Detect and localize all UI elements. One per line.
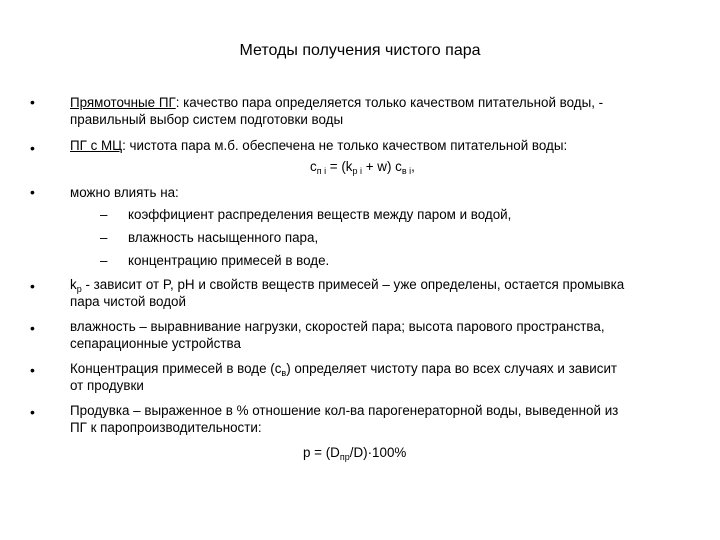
list-item-continuation: сепарационные устройства — [70, 336, 241, 351]
sub-item: влажность насыщенного пара, — [128, 230, 319, 245]
item-label-link[interactable]: Прямоточные ПГ — [70, 95, 176, 110]
list-item: влажность – выравнивание нагрузки, скоростей пара; высота парового пространства, — [70, 319, 605, 334]
dash-marker: – — [100, 230, 108, 245]
item-text: : чистота пара м.б. обеспечена не только качеством питательной воды: — [122, 138, 568, 153]
bullet: • — [30, 404, 35, 420]
list-item: Продувка – выраженное в % отношение кол-ва парогенераторной воды, выведенной из — [70, 403, 619, 418]
bullet: • — [30, 320, 35, 336]
list-item — [70, 94, 603, 111]
bullet: • — [30, 184, 35, 200]
bullet: • — [30, 140, 35, 156]
list-item: можно влиять на: — [70, 185, 179, 200]
list-item: $k_p$ - зависит от P, pH и свойств веществ примесей – уже определены, остается промывка — [70, 277, 625, 294]
list-item-continuation: от продувки — [70, 378, 144, 393]
item-text: : качество пара определяется только качеством питательной воды, - — [175, 95, 604, 110]
list-item-continuation: ПГ к паропроизводительности: — [70, 420, 262, 435]
formula: $p = (D_{пр}/D)\cdot 100\%$ — [303, 445, 407, 462]
list-item-continuation: пара чистой водой — [70, 294, 186, 309]
bullet: • — [30, 94, 35, 110]
item-label-link[interactable]: ПГ с МЦ — [70, 138, 123, 153]
list-item-continuation: правильный выбор систем подготовки воды — [70, 112, 344, 127]
sub-item: коэффициент распределения веществ между паром и водой, — [128, 207, 512, 222]
bullet: • — [30, 362, 35, 378]
dash-marker: – — [100, 253, 108, 268]
formula: $c_{п i} = (k_{p i} + w)$ $c_{в i}$, — [310, 159, 415, 176]
list-item: Концентрация примесей в воде $(c_в)$ определяет чистоту пара во всех случаях и зависит — [70, 361, 618, 378]
sub-item: концентрацию примесей в воде. — [128, 253, 330, 268]
bullet: • — [30, 278, 35, 294]
list-item — [70, 137, 567, 154]
dash-marker: – — [100, 207, 108, 222]
page-title: Методы получения чистого пара — [239, 42, 481, 59]
